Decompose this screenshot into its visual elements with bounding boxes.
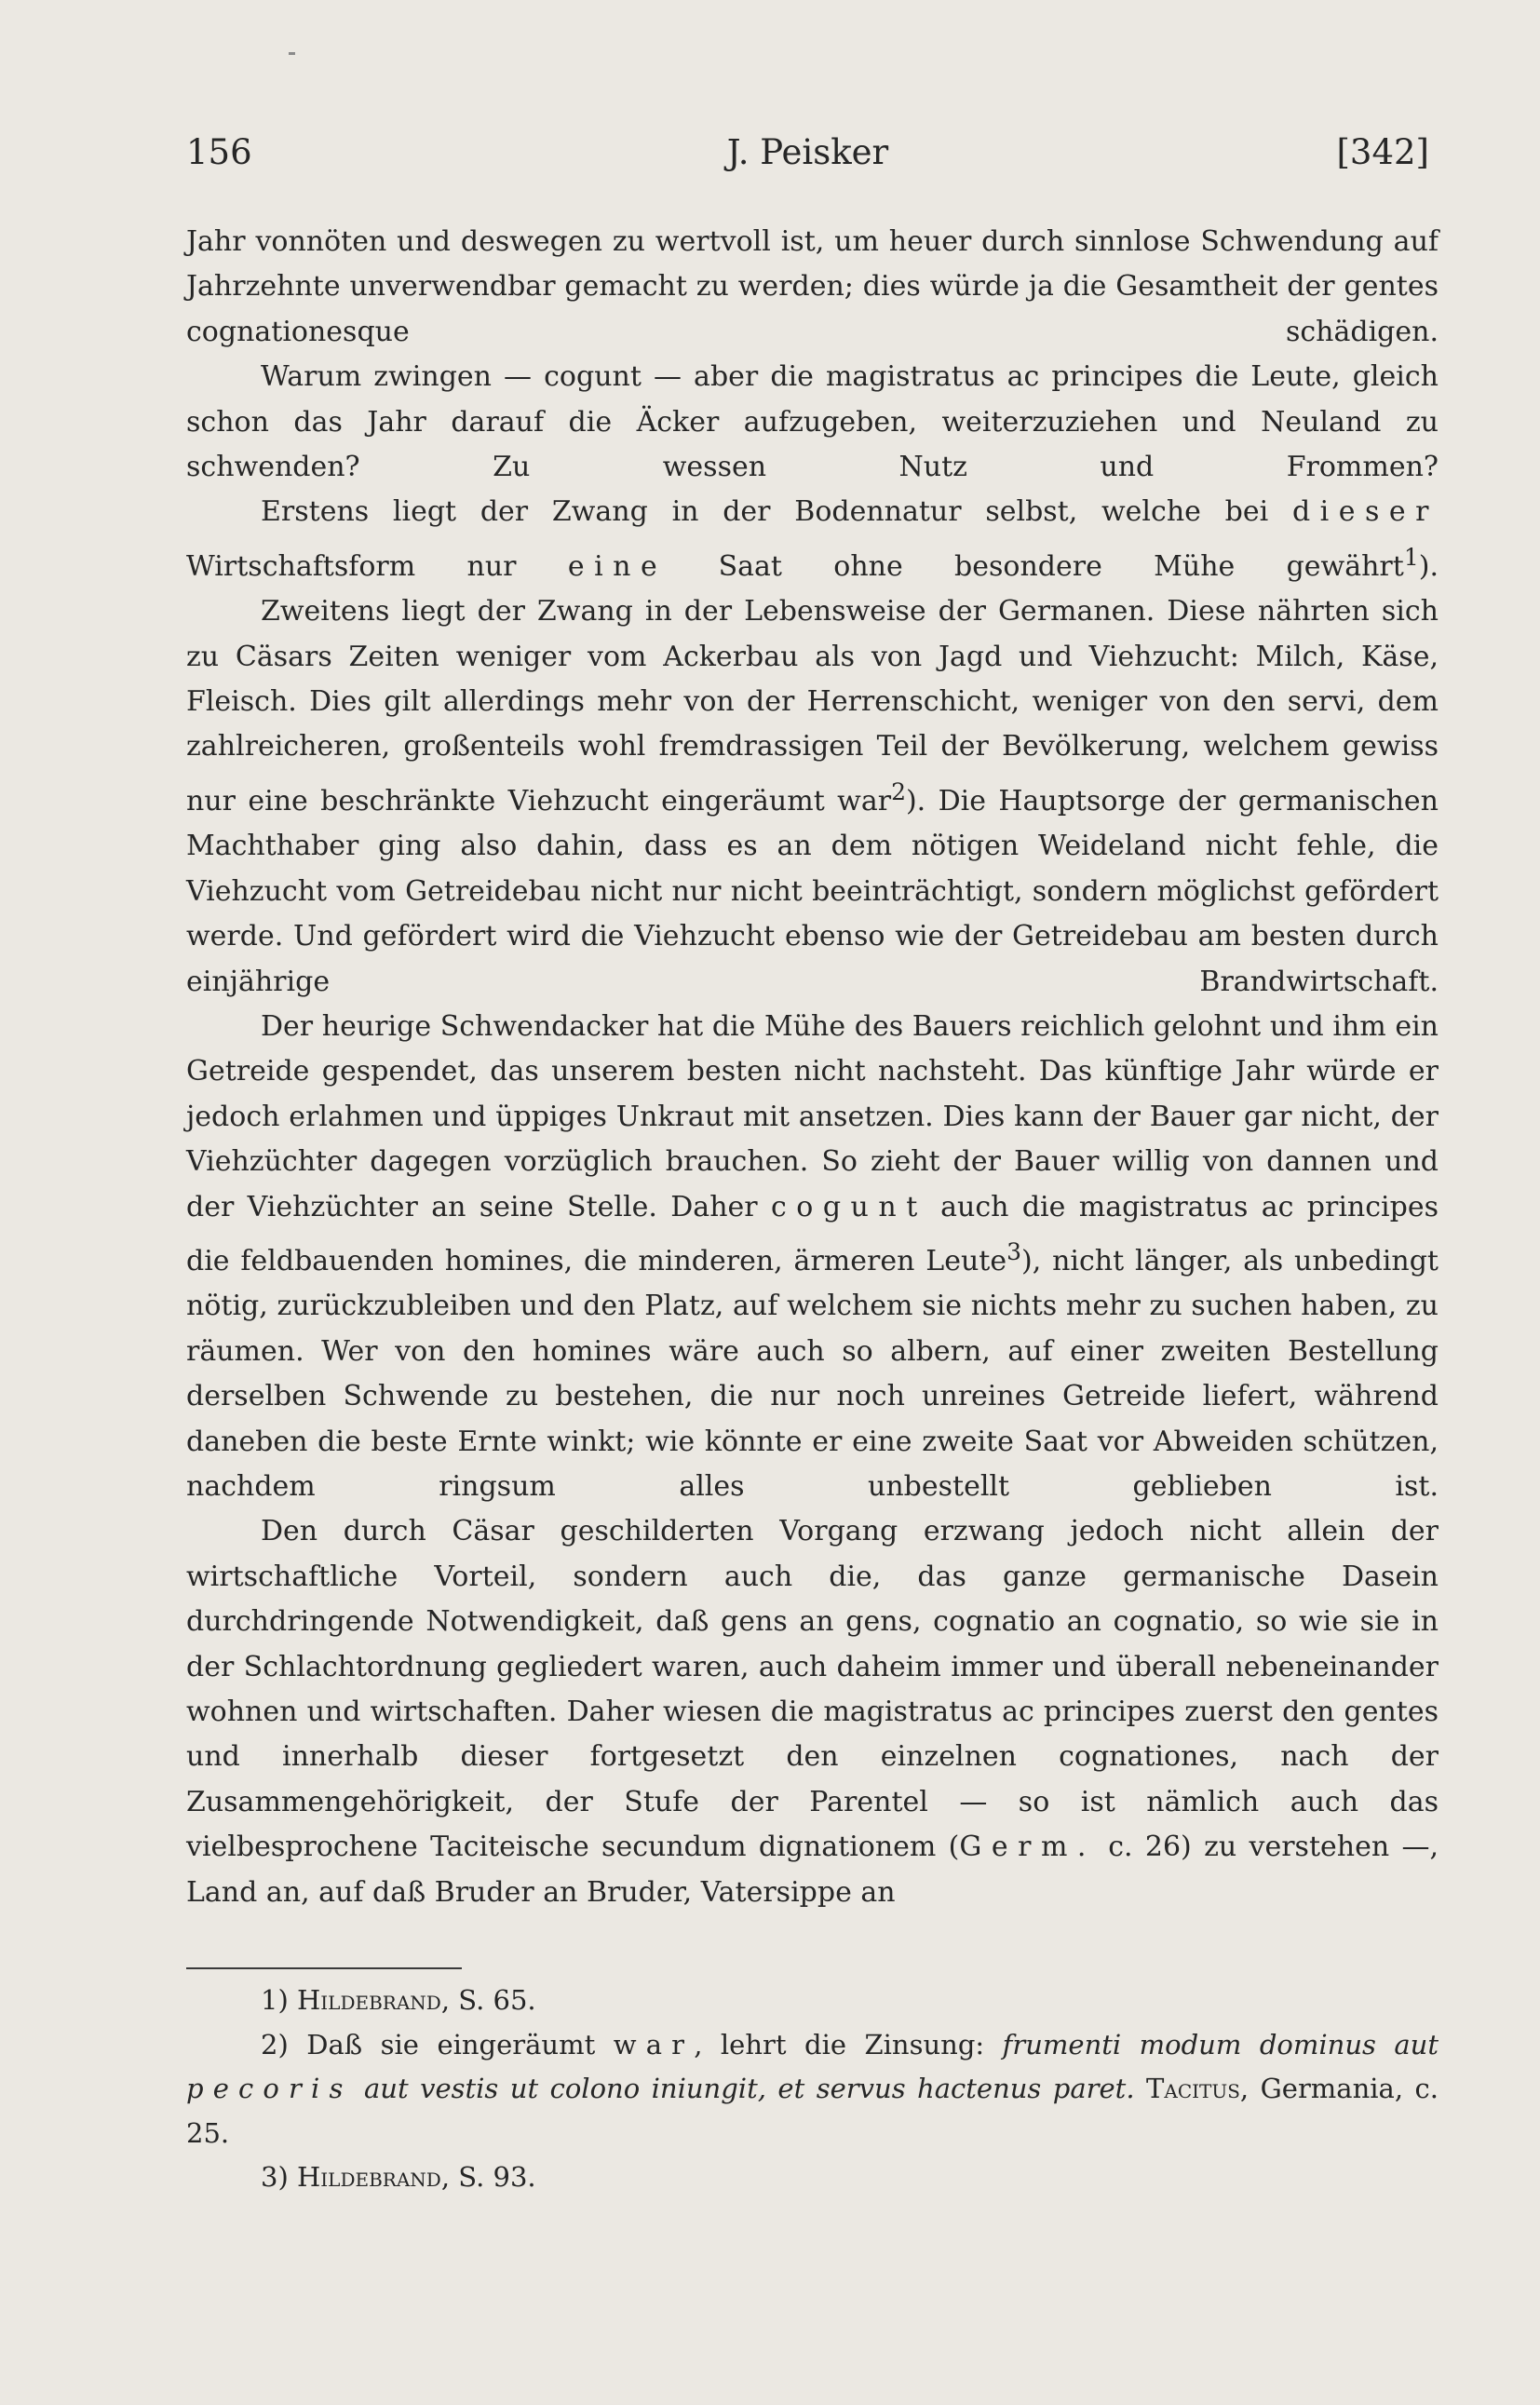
- paragraph-2: Warum zwingen — cogunt — aber die magistratus ac principes die Leute, gleich schon das Jahr darauf die Äcker aufzugeben, weiterzuziehen und Neuland zu schwenden? Zu wessen Nutz und Frommen?: [186, 360, 1439, 484]
- spaced-emphasis: dieser: [1291, 495, 1439, 529]
- footnotes: [186, 1979, 1439, 2200]
- footnote-2: 2) Daß sie eingeräumt war, lehrt die Zinsung: frumenti modum dominus aut pecoris aut vestis ut colono iniungit, et servus hactenus paret. Tacitus, Germania, c. 25.: [186, 2028, 1439, 2149]
- latin-quote-spaced: pecoris: [186, 2073, 353, 2104]
- footnote-number: 3): [261, 2161, 289, 2193]
- paragraph-1: Jahr vonnöten und deswegen zu wertvoll ist, um heuer durch sinnlose Schwendung auf Jahrzehnte unverwendbar gemacht zu werden; dies würde ja die Gesamtheit der gentes cognationesque schädigen.: [186, 225, 1439, 348]
- paragraph-5: Der heurige Schwendacker hat die Mühe des Bauers reichlich gelohnt und ihm ein Getreide gespendet, das unserem besten nicht nachsteht. Das künftige Jahr würde er jedoch erlahmen und üppiges Unkraut mit ansetzen. Dies kann der Bauer gar nicht, der Viehzüchter dagegen vorzüglich brauchen. So zieht der Bauer willig von dannen und der Viehzüchter an seine Stelle. Daher cogunt auch die magistratus ac principes die feldbauenden homines, die minderen, ärmeren Leute$^3$), nicht länger, als unbedingt nötig, zurückzubleiben und den Platz, auf welchem sie nichts mehr zu suchen haben, zu räumen. Wer von den homines wäre auch so albern, auf einer zweiten Bestellung derselben Schwende zu bestehen, die nur noch unreines Getreide liefert, während daneben die beste Ernte winkt; wie könnte er eine zweite Saat vor Abweiden schützen, nachdem ringsum alles unbestellt geblieben ist.: [186, 1009, 1439, 1503]
- paragraph-3: Erstens liegt der Zwang in der Bodennatur selbst, welche bei dieser Wirtschaftsform nur eine Saat ohne besondere Mühe gewährt$^1$).: [186, 495, 1439, 583]
- page-header: [186, 132, 1429, 188]
- author-name: Tacitus: [1146, 2073, 1240, 2104]
- page-number: 156: [186, 132, 252, 172]
- author-name: Hildebrand: [296, 2161, 441, 2193]
- original-page-number: [342]: [1336, 132, 1429, 172]
- paragraph-6: Den durch Cäsar geschilderten Vorgang erzwang jedoch nicht allein der wirtschaftliche Vorteil, sondern auch die, das ganze germanische Dasein durchdringende Notwendigkeit, daß gens an gens, cognatio an cognatio, so wie sie in der Schlachtordnung gegliedert waren, auch daheim immer und überall nebeneinander wohnen und wirtschaften. Daher wiesen die magistratus ac principes zuerst den gentes und innerhalb dieser fortgesetzt den einzelnen cognationes, nach der Zusammengehörigkeit, der Stufe der Parentel — so ist nämlich auch das vielbesprochene Taciteische secundum dignationem (Germ. c. 26) zu verstehen —, Land an, auf daß Bruder an Bruder, Vatersippe an: [186, 1515, 1439, 1909]
- ink-speck: [289, 52, 295, 55]
- footnote-divider: [186, 1967, 462, 1969]
- footnote-3: 3) Hildebrand, S. 93.: [186, 2155, 1439, 2200]
- spaced-emphasis: eine: [567, 549, 668, 583]
- paragraph-4: Zweitens liegt der Zwang in der Lebensweise der Germanen. Diese nährten sich zu Cäsars Zeiten weniger vom Ackerbau als von Jagd und Viehzucht: Milch, Käse, Fleisch. Dies gilt allerdings mehr von der Herrenschicht, weniger von den servi, dem zahlreicheren, großenteils wohl fremdrassigen Teil der Bevölkerung, welchem gewiss nur eine beschränkte Viehzucht eingeräumt war$^2$). Die Hauptsorge der germanischen Machthaber ging also dahin, dass es an dem nötigen Weideland nicht fehle, die Viehzucht vom Getreidebau nicht nur nicht beeinträchtigt, sondern möglichst gefördert werde. Und gefördert wird die Viehzucht ebenso wie der Getreidebau am besten durch einjährige Brandwirtschaft.: [186, 595, 1439, 998]
- footnote-1: 1) Hildebrand, S. 65.: [186, 1979, 1439, 2023]
- spaced-emphasis: war: [613, 2028, 695, 2060]
- footnote-ref: 3: [1006, 1237, 1021, 1265]
- footnote-ref: 2: [891, 777, 906, 805]
- latin-quote: aut vestis ut colono iniungit, et servus hactenus paret.: [352, 2073, 1135, 2104]
- body-text: [186, 220, 1439, 1915]
- footnote-number: 2): [261, 2028, 289, 2060]
- footnote-number: 1): [261, 1984, 289, 2016]
- footnote-ref: 1: [1403, 543, 1419, 571]
- running-title: J. Peisker: [726, 132, 889, 172]
- spaced-emphasis: Germ.: [959, 1831, 1096, 1864]
- latin-quote: frumenti modum dominus aut: [1002, 2028, 1439, 2060]
- author-name: Hildebrand: [296, 1984, 441, 2016]
- spaced-emphasis: cogunt: [770, 1190, 927, 1223]
